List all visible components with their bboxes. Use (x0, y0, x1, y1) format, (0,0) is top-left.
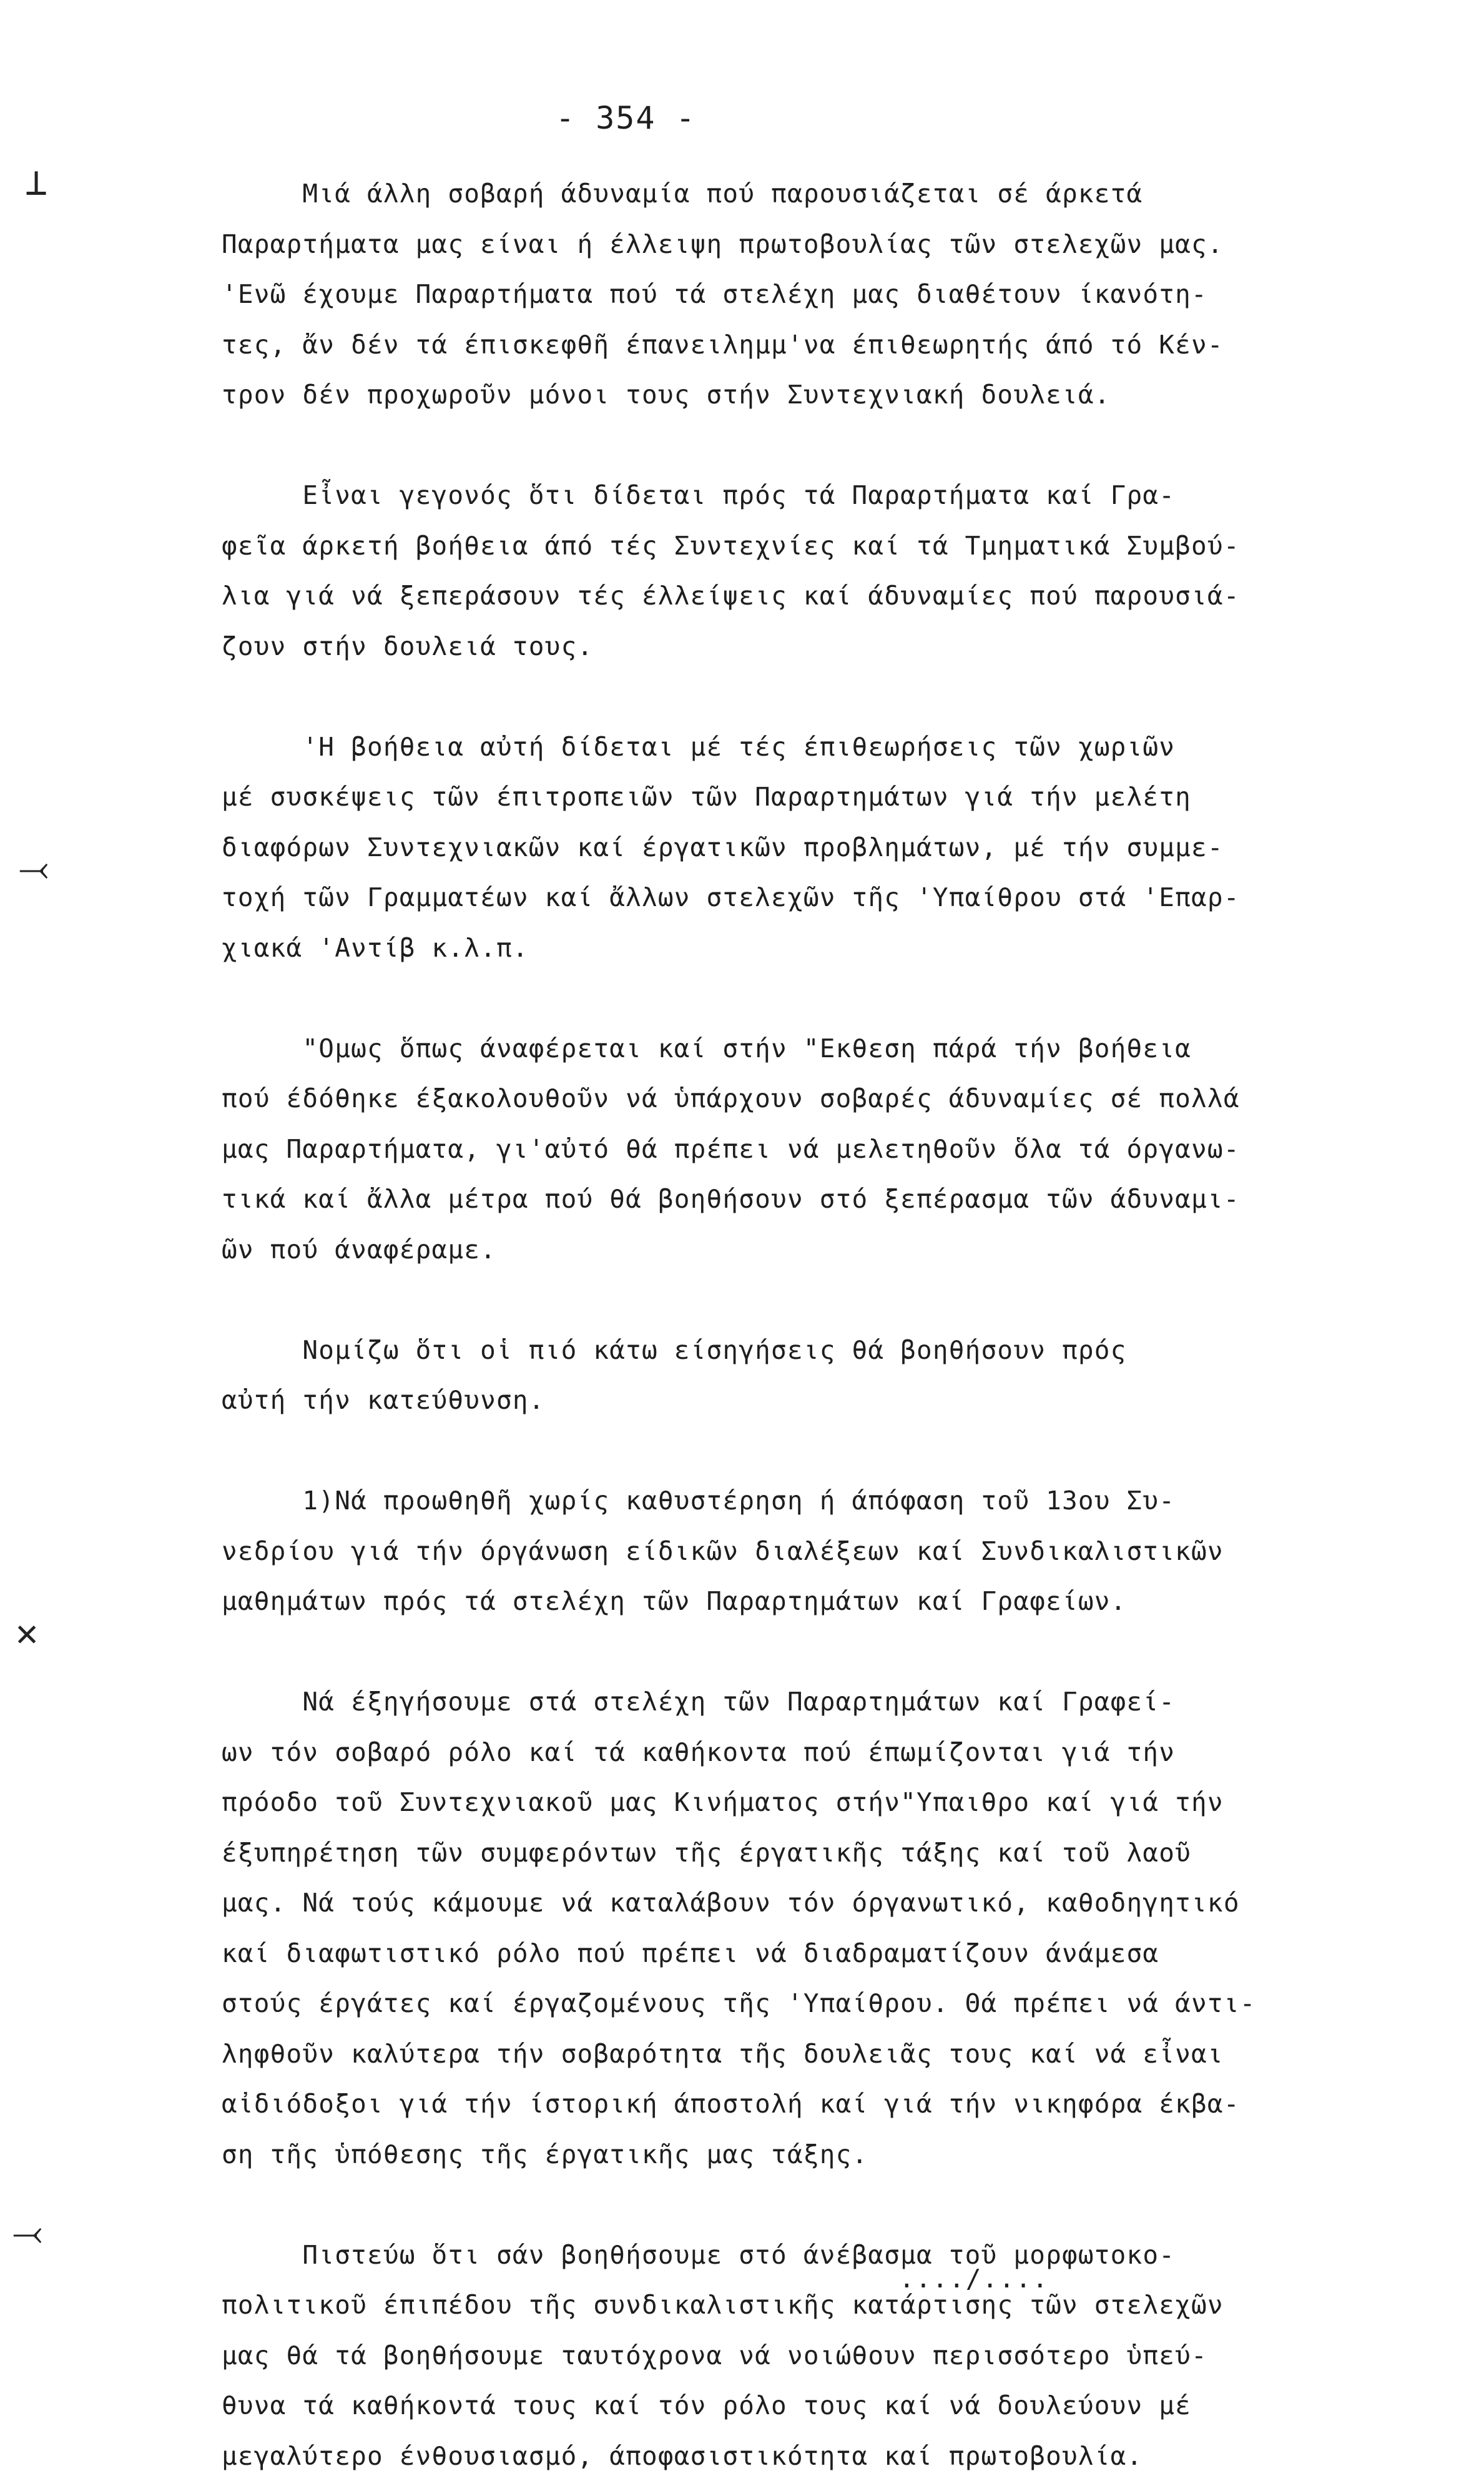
blank-line (222, 973, 1302, 1023)
margin-mark-arrow: ⤙ (19, 849, 49, 887)
text-line: μας Παραρτήματα, γι'αὐτό θά πρέπει νά μελετηθοῦν ὅλα τά όργανω- (222, 1124, 1302, 1175)
text-line: Εἶναι γεγονός ὅτι δίδεται πρός τά Παραρτήματα καί Γρα- (222, 470, 1302, 521)
text-line: ῶν πού άναφέραμε. (222, 1225, 1302, 1275)
blank-line (222, 1275, 1302, 1325)
text-line: "Ομως ὅπως άναφέρεται καί στήν "Εκθεση πάρά τήν βοήθεια (222, 1023, 1302, 1074)
margin-mark-arrow-lower: ⤙ (12, 2214, 42, 2251)
text-line: αἰδιόδοξοι γιά τήν ίστορική άποστολή καί γιά τήν νικηφόρα έκβα- (222, 2079, 1302, 2129)
text-line: ληφθοῦν καλύτερα τήν σοβαρότητα τῆς δουλειᾶς τους καί νά εἶναι (222, 2029, 1302, 2079)
text-line: μεγαλύτερο ένθουσιασμό, άποφασιστικότητα καί πρωτοβουλία. (222, 2431, 1302, 2481)
text-line: τες, ἄν δέν τά έπισκεφθῆ έπανειλημμ'να έπιθεωρητής άπό τό Κέν- (222, 320, 1302, 370)
body-text (222, 169, 1302, 2481)
text-line: στούς έργάτες καί έργαζομένους τῆς 'Υπαίθρου. Θά πρέπει νά άντι- (222, 1978, 1302, 2029)
text-line: μας θά τά βοηθήσουμε ταυτόχρονα νά νοιώθουν περισσότερο ὑπεύ- (222, 2331, 1302, 2381)
text-line: θυνα τά καθήκοντά τους καί τόν ρόλο τους καί νά δουλεύουν μέ (222, 2380, 1302, 2431)
blank-line (222, 2179, 1302, 2230)
text-line: χιακά 'Αντίβ κ.λ.π. (222, 923, 1302, 974)
text-line: ων τόν σοβαρό ρόλο καί τά καθήκοντα πού έπωμίζονται γιά τήν (222, 1727, 1302, 1778)
text-line: μαθημάτων πρός τά στελέχη τῶν Παραρτημάτων καί Γραφείων. (222, 1576, 1302, 1627)
text-line: τρον δέν προχωροῦν μόνοι τους στήν Συντεχνιακή δουλειά. (222, 370, 1302, 420)
text-line: Παραρτήματα μας είναι ή έλλειψη πρωτοβουλίας τῶν στελεχῶν μας. (222, 219, 1302, 270)
text-line: τικά καί ἄλλα μέτρα πού θά βοηθήσουν στό ξεπέρασμα τῶν άδυναμι- (222, 1174, 1302, 1225)
blank-line (222, 1426, 1302, 1476)
page-number: - 354 - (556, 100, 696, 136)
text-line: 'Ενῶ έχουμε Παραρτήματα πού τά στελέχη μας διαθέτουν ίκανότη- (222, 269, 1302, 320)
text-line: λια γιά νά ξεπεράσουν τές έλλείψεις καί άδυναμίες πού παρουσιά- (222, 571, 1302, 621)
text-line: φεῖα άρκετή βοήθεια άπό τές Συντεχνίες καί τά Τμηματικά Συμβού- (222, 521, 1302, 571)
text-line: καί διαφωτιστικό ρόλο πού πρέπει νά διαδραματίζουν άνάμεσα (222, 1928, 1302, 1979)
text-line: πού έδόθηκε έξακολουθοῦν νά ὑπάρχουν σοβαρές άδυναμίες σέ πολλά (222, 1073, 1302, 1124)
margin-mark-cross: ✕ (16, 1614, 38, 1652)
blank-line (222, 671, 1302, 722)
text-line: 1)Νά προωθηθῆ χωρίς καθυστέρηση ή άπόφαση τοῦ 13ου Συ- (222, 1476, 1302, 1526)
text-line: αὐτή τήν κατεύθυνση. (222, 1375, 1302, 1426)
text-line: Πιστεύω ὅτι σάν βοηθήσουμε στό άνέβασμα τοῦ μορφωτοκο- (222, 2230, 1302, 2281)
text-line: Νομίζω ὅτι οἱ πιό κάτω είσηγήσεις θά βοηθήσουν πρός (222, 1325, 1302, 1376)
text-line: μας. Νά τούς κάμουμε νά καταλάβουν τόν όργανωτικό, καθοδηγητικό (222, 1878, 1302, 1928)
text-line: ζουν στήν δουλειά τους. (222, 621, 1302, 672)
text-line: πολιτικοῦ έπιπέδου τῆς συνδικαλιστικῆς κατάρτισης τῶν στελεχῶν (222, 2280, 1302, 2331)
text-line: πρόοδο τοῦ Συντεχνιακοῦ μας Κινήματος στήν"Υπαιθρο καί γιά τήν (222, 1777, 1302, 1828)
text-line: Νά έξηγήσουμε στά στελέχη τῶν Παραρτημάτων καί Γραφεί- (222, 1677, 1302, 1727)
text-line: έξυπηρέτηση τῶν συμφερόντων τῆς έργατικῆς τάξης καί τοῦ λαοῦ (222, 1828, 1302, 1878)
margin-mark-check: ⊥ (25, 164, 47, 201)
text-line: Μιά άλλη σοβαρή άδυναμία πού παρουσιάζεται σέ άρκετά (222, 169, 1302, 219)
text-line: τοχή τῶν Γραμματέων καί ἄλλων στελεχῶν τῆς 'Υπαίθρου στά 'Επαρ- (222, 872, 1302, 923)
text-line: μέ συσκέψεις τῶν έπιτροπειῶν τῶν Παραρτημάτων γιά τήν μελέτη (222, 772, 1302, 822)
continuation-mark: ..../.... (899, 2264, 1049, 2294)
text-line: νεδρίου γιά τήν όργάνωση είδικῶν διαλέξεων καί Συνδικαλιστικῶν (222, 1526, 1302, 1577)
text-line: 'Η βοήθεια αὐτή δίδεται μέ τές έπιθεωρήσεις τῶν χωριῶν (222, 722, 1302, 772)
text-line: διαφόρων Συντεχνιακῶν καί έργατικῶν προβλημάτων, μέ τήν συμμε- (222, 822, 1302, 873)
blank-line (222, 420, 1302, 471)
blank-line (222, 1627, 1302, 1677)
text-line: ση τῆς ὑπόθεσης τῆς έργατικῆς μας τάξης. (222, 2129, 1302, 2180)
